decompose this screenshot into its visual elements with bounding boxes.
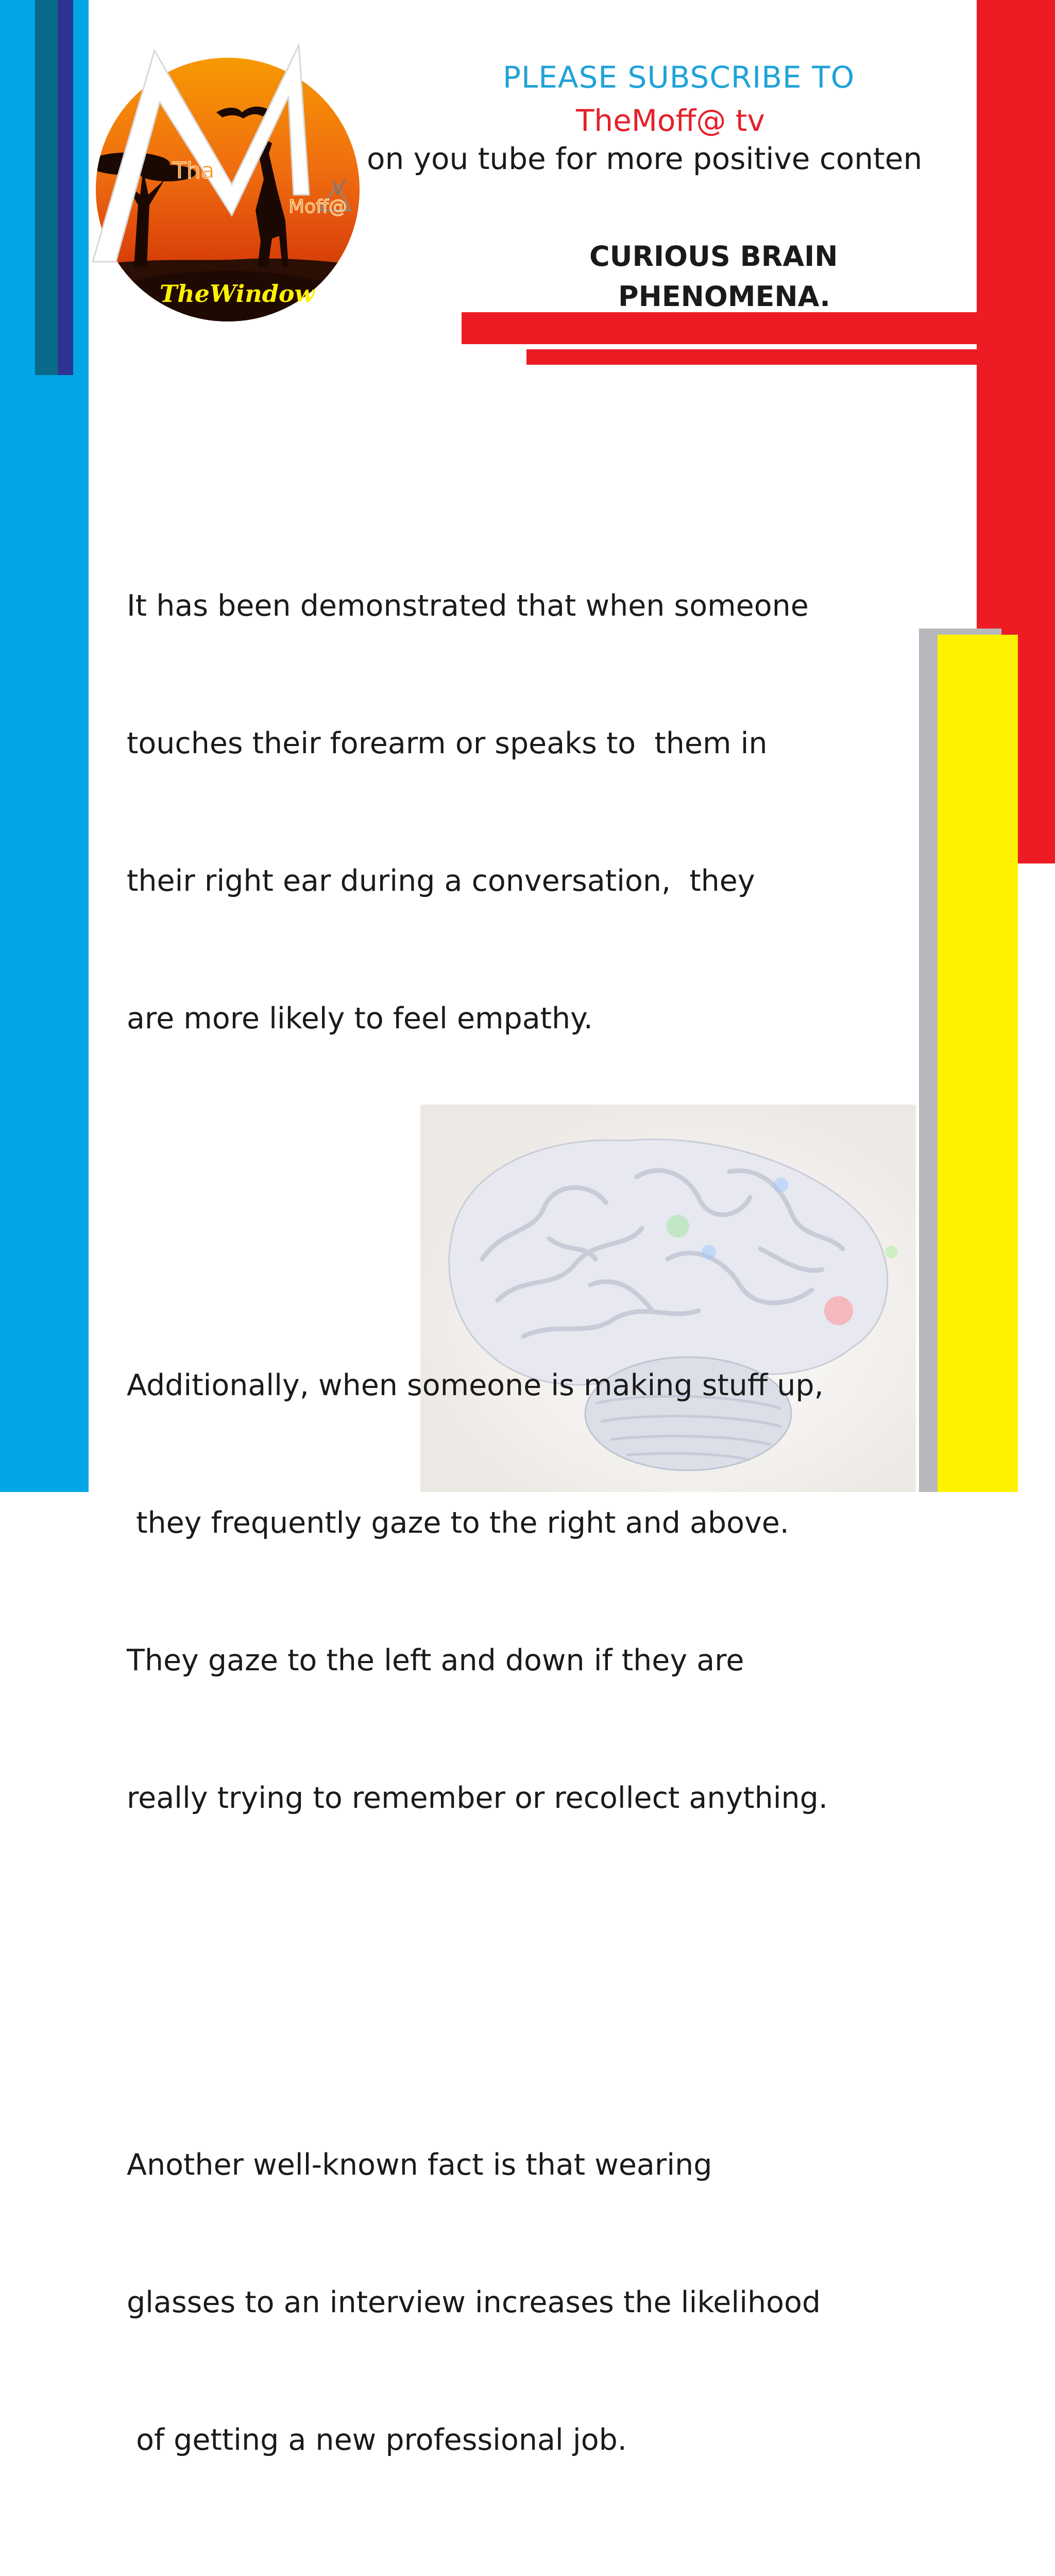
text-line: really trying to remember or recollect anything. bbox=[127, 1781, 828, 1815]
text-line: Another well-known fact is that wearing bbox=[127, 2148, 712, 2182]
paragraph bbox=[127, 2050, 930, 2555]
subscribe-heading: PLEASE SUBSCRIBE TO bbox=[503, 60, 855, 95]
text-line: They gaze to the left and down if they are bbox=[127, 1643, 744, 1677]
right-yellow-bar bbox=[938, 635, 1018, 1492]
youtube-tagline: on you tube for more positive conten bbox=[367, 141, 923, 176]
left-navy-bar bbox=[58, 0, 73, 375]
right-white-strip bbox=[1018, 863, 1055, 1492]
page-title-line-1: CURIOUS BRAIN bbox=[589, 240, 838, 273]
page-title-line-2: PHENOMENA. bbox=[618, 280, 830, 313]
text-line: of getting a new professional job. bbox=[127, 2423, 627, 2457]
logo-window-text: TheWindow bbox=[160, 280, 315, 308]
text-line: Additionally, when someone is making stuff up, bbox=[127, 1368, 824, 1402]
text-line: are more likely to feel empathy. bbox=[127, 1002, 593, 1036]
logo-moff-text: Moff@ bbox=[288, 196, 347, 217]
text-line: It has been demonstrated that when someone bbox=[127, 589, 809, 623]
logo-tha-text: Tha bbox=[173, 158, 215, 184]
paragraph bbox=[127, 1271, 930, 1913]
left-teal-bar bbox=[35, 0, 59, 375]
title-underline-bar bbox=[462, 312, 982, 344]
article-body bbox=[127, 400, 930, 2576]
channel-name: TheMoff@ tv bbox=[576, 103, 765, 138]
title-underline-bar-thin bbox=[526, 349, 982, 365]
text-line: touches their forearm or speaks to them in bbox=[127, 726, 768, 760]
text-line: they frequently gaze to the right and above. bbox=[127, 1506, 789, 1540]
text-line: their right ear during a conversation, they bbox=[127, 864, 755, 898]
themoff-logo bbox=[77, 40, 386, 329]
paragraph bbox=[127, 492, 930, 1133]
text-line: glasses to an interview increases the likelihood bbox=[127, 2285, 821, 2319]
